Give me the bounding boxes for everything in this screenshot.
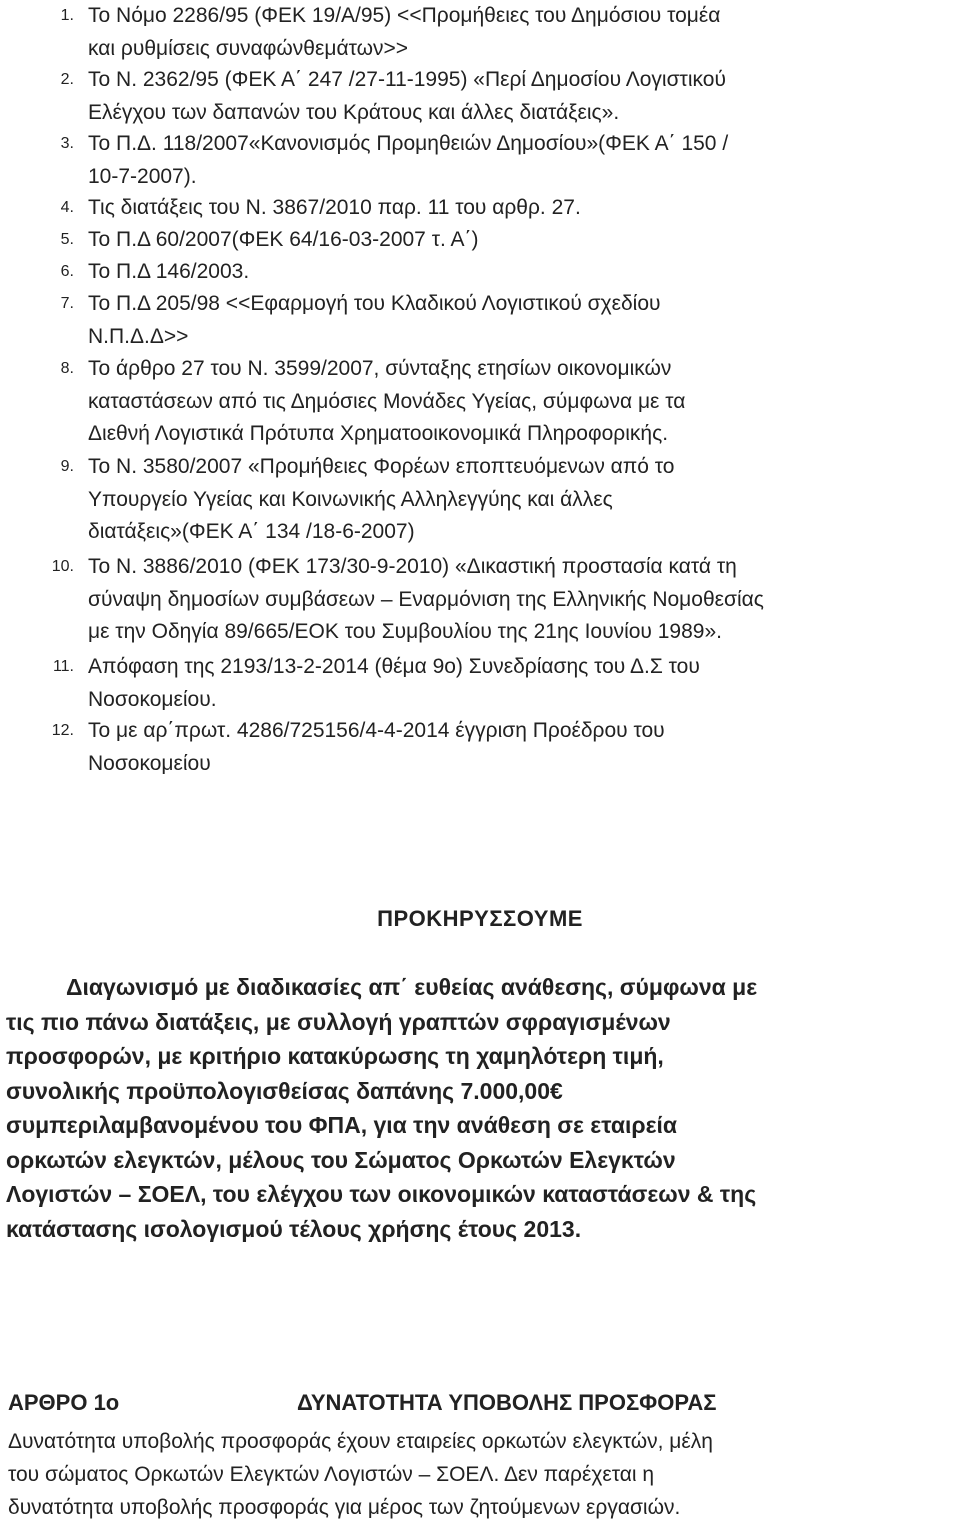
tender-line: ορκωτών ελεγκτών, μέλους του Σώματος Ορκωτών Ελεγκτών <box>6 1146 676 1173</box>
item-text <box>88 224 952 257</box>
tender-line: Διαγωνισμό με διαδικασίες απ΄ ευθείας ανάθεσης, σύμφωνα με <box>66 974 758 1000</box>
item-number: 5. <box>60 231 74 248</box>
tender-line: προσφορών, με κριτήριο κατακύρωσης τη χαμηλότερη τιμή, <box>6 1043 664 1069</box>
tender-line: συμπεριλαμβανομένου του ΦΠΑ, για την ανάθεση σε εταιρεία <box>6 1112 678 1138</box>
article-line: του σώματος Ορκωτών Ελεγκτών Λογιστών – ΣΟΕΛ. Δεν παρέχεται η <box>8 1463 655 1486</box>
item-line: Το Π.Δ. 118/2007«Κανονισμός Προμηθειών Δημοσίου»(ΦΕΚ Α΄ 150 / <box>88 132 729 155</box>
item-line: Το Π.Δ 146/2003. <box>88 260 250 283</box>
item-text <box>88 715 952 780</box>
item-text <box>88 128 952 193</box>
article-body <box>8 1425 958 1524</box>
article-line: δυνατότητα υποβολής προσφοράς για μέρος των ζητούμενων εργασιών. <box>8 1496 681 1519</box>
article-title: ΔΥΝΑΤΟΤΗΤΑ ΥΠΟΒΟΛΗΣ ΠΡΟΣΦΟΡΑΣ <box>297 1390 717 1415</box>
item-number: 3. <box>60 135 74 152</box>
tender-paragraph <box>6 970 958 1246</box>
item-line: Απόφαση της 2193/13-2-2014 (θέμα 9ο) Συνεδρίασης του Δ.Σ του <box>88 655 700 678</box>
item-line: Το με αρ΄πρωτ. 4286/725156/4-4-2014 έγγριση Προέδρου του <box>88 719 665 742</box>
item-line: Το Ν. 2362/95 (ΦΕΚ Α΄ 247 /27-11-1995) «Περί Δημοσίου Λογιστικού <box>88 68 726 91</box>
item-text <box>88 451 952 549</box>
item-line: Το Π.Δ 205/98 <<Εφαρμογή του Κλαδικού Λογιστικού σχεδίου <box>88 292 661 315</box>
item-number: 9. <box>60 458 74 475</box>
item-number: 11. <box>52 658 74 675</box>
item-line: Τις διατάξεις του Ν. 3867/2010 παρ. 11 του αρθρ. 27. <box>88 196 581 219</box>
item-number: 12. <box>51 722 74 739</box>
tender-line: συνολικής προϋπολογισθείσας δαπάνης 7.000,00€ <box>6 1077 563 1104</box>
article-number: ΑΡΘΡΟ 1ο <box>8 1390 120 1415</box>
item-text <box>88 651 952 716</box>
item-line: Το Ν. 3886/2010 (ΦΕΚ 173/30-9-2010) «Δικαστική προστασία κατά τη <box>88 555 737 578</box>
item-line: Το άρθρο 27 του Ν. 3599/2007, σύνταξης ετησίων οικονομικών <box>88 357 672 380</box>
item-text <box>88 551 952 649</box>
item-line: Διεθνή Λογιστικά Πρότυπα Χρηματοοικονομικά Πληροφορικής. <box>88 422 669 445</box>
item-line: και ρυθμίσεις συναφώνθεμάτων>> <box>88 36 409 60</box>
item-number: 4. <box>60 199 74 216</box>
item-line: Το Ν. 3580/2007 «Προμήθειες Φορέων εποπτευόμενων από το <box>88 455 675 478</box>
item-line: Νοσοκομείου <box>88 751 211 775</box>
item-line: Το Νόμο 2286/95 (ΦΕΚ 19/Α/95) <<Προμήθειες του Δημόσιου τομέα <box>88 4 721 27</box>
item-line: με την Οδηγία 89/665/ΕΟΚ του Συμβουλίου της 21ης Ιουνίου 1989». <box>88 620 722 643</box>
item-line: Νοσοκομείου. <box>88 687 217 711</box>
item-text <box>88 64 952 129</box>
item-line: διατάξεις»(ΦΕΚ Α΄ 134 /18-6-2007) <box>88 520 415 543</box>
tender-line: κατάστασης ισολογισμού τέλους χρήσης έτους 2013. <box>6 1215 582 1242</box>
proclamation-heading: ΠΡΟΚΗΡΥΣΣΟΥΜΕ <box>377 906 583 931</box>
item-line: Το Π.Δ 60/2007(ΦΕΚ 64/16-03-2007 τ. Α΄) <box>88 228 479 251</box>
item-number: 7. <box>60 295 74 312</box>
item-number: 2. <box>60 71 74 88</box>
item-number: 8. <box>60 360 74 377</box>
item-line: σύναψη δημοσίων συμβάσεων – Εναρμόνιση της Ελληνικής Νομοθεσίας <box>88 587 764 611</box>
item-text <box>88 0 952 65</box>
item-number: 10. <box>51 558 74 575</box>
item-line: Υπουργείο Υγείας και Κοινωνικής Αλληλεγγύης και άλλες <box>88 487 613 511</box>
item-number: 6. <box>60 263 74 280</box>
tender-line: τις πιο πάνω διατάξεις, με συλλογή γραπτών σφραγισμένων <box>6 1008 671 1035</box>
item-line: 10-7-2007). <box>88 164 197 188</box>
item-line: Ν.Π.Δ.Δ>> <box>88 324 189 348</box>
tender-line: Λογιστών – ΣΟΕΛ, του ελέγχου των οικονομικών καταστάσεων & της <box>6 1181 757 1207</box>
item-text <box>88 256 952 289</box>
item-text <box>88 353 952 451</box>
item-line: καταστάσεων από τις Δημόσιες Μονάδες Υγείας, σύμφωνα με τα <box>88 389 686 413</box>
item-line: Ελέγχου των δαπανών του Κράτους και άλλες διατάξεις». <box>88 100 620 124</box>
article-line: Δυνατότητα υποβολής προσφοράς έχουν εταιρείες ορκωτών ελεγκτών, μέλη <box>8 1430 713 1453</box>
item-text <box>88 288 952 353</box>
item-number: 1. <box>60 7 74 24</box>
item-text <box>88 192 952 225</box>
